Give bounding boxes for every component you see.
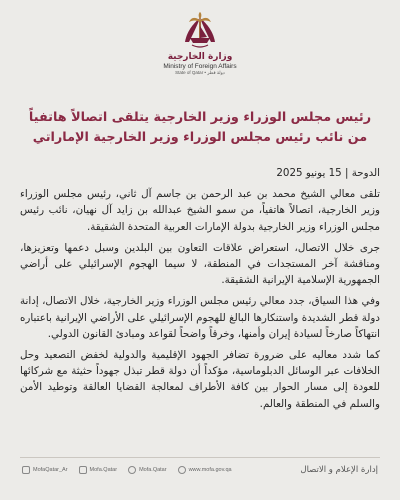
headline bbox=[20, 108, 380, 148]
social-link-x[interactable] bbox=[22, 466, 68, 474]
globe-icon bbox=[178, 466, 186, 474]
headline-line-1: رئيس مجلس الوزراء وزير الخارجية يتلقى اتصالاً هاتفياً bbox=[28, 110, 372, 125]
paragraph-2: جرى خلال الاتصال، استعراض علاقات التعاون بين البلدين وسبل دعمها وتعزيزها، ومناقشة آخر المستجدات في المنطقة، لا سيما الهجوم الإسرائيلي على أراضي الجمهورية الإسلامية الإيرانية الشقيقة. bbox=[20, 241, 380, 287]
ministry-name-arabic: وزارة الخارجية bbox=[167, 52, 233, 62]
website-link[interactable] bbox=[178, 466, 232, 474]
instagram-icon bbox=[79, 466, 87, 474]
qatar-emblem-icon bbox=[177, 12, 223, 50]
ministry-logo bbox=[0, 12, 400, 76]
x-icon bbox=[22, 466, 30, 474]
department-name: إدارة الإعلام و الاتصال bbox=[300, 465, 378, 475]
headline-line-2: من نائب رئيس مجلس الوزراء وزير الخارجية الإماراتي bbox=[32, 130, 368, 145]
social-link-facebook[interactable] bbox=[128, 466, 167, 474]
dateline: الدوحة | 15 يونيو 2025 bbox=[276, 167, 380, 179]
social-label: MofaQatar_Ar bbox=[33, 467, 68, 473]
footer bbox=[0, 457, 400, 483]
article-body bbox=[20, 165, 380, 417]
facebook-icon bbox=[128, 466, 136, 474]
state-line: State of Qatar • دولة قطر bbox=[175, 70, 225, 75]
social-links bbox=[22, 466, 232, 474]
paragraph-4: كما شدد معاليه على ضرورة تضافر الجهود الإقليمية والدولية لخفض التصعيد وحل الخلافات عبر الوسائل الدبلوماسية، مؤكداً أن دولة قطر تبذل جهوداً حثيثة مع شركائها للعودة إلى مسار الحوار بين كافة الأطراف لمعالجة القضايا العالقة وتوطيد الأمن والسلم في المنطقة والعالم. bbox=[20, 349, 380, 410]
website-label: www.mofa.gov.qa bbox=[188, 467, 232, 473]
paragraph-3: وفي هذا السياق، جدد معالي رئيس مجلس الوزراء وزير الخارجية، خلال الاتصال، إدانة دولة قطر الشديدة واستنكارها البالغ للهجوم الإسرائيلي على الأراضي الإيرانية باعتباره انتهاكاً صارخاً لسيادة إيران وأمنها، وخرقاً واضحاً لقواعد ومبادئ القانون الدولي. bbox=[20, 295, 380, 340]
social-label: Mofa.Qatar bbox=[89, 467, 118, 473]
social-link-instagram[interactable] bbox=[79, 466, 118, 474]
paragraph-1: تلقى معالي الشيخ محمد بن عبد الرحمن بن جاسم آل ثاني، رئيس مجلس الوزراء وزير الخارجية، اتصالاً هاتفياً، من سمو الشيخ عبدالله بن زايد آل نهيان، نائب رئيس مجلس الوزراء وزير الخارجية بدولة الإمارات العربية المتحدة الشقيقة. bbox=[20, 188, 380, 233]
ministry-name-english: Ministry of Foreign Affairs bbox=[163, 63, 237, 70]
footer-divider bbox=[20, 457, 380, 458]
social-label: Mofa.Qatar bbox=[139, 467, 167, 473]
